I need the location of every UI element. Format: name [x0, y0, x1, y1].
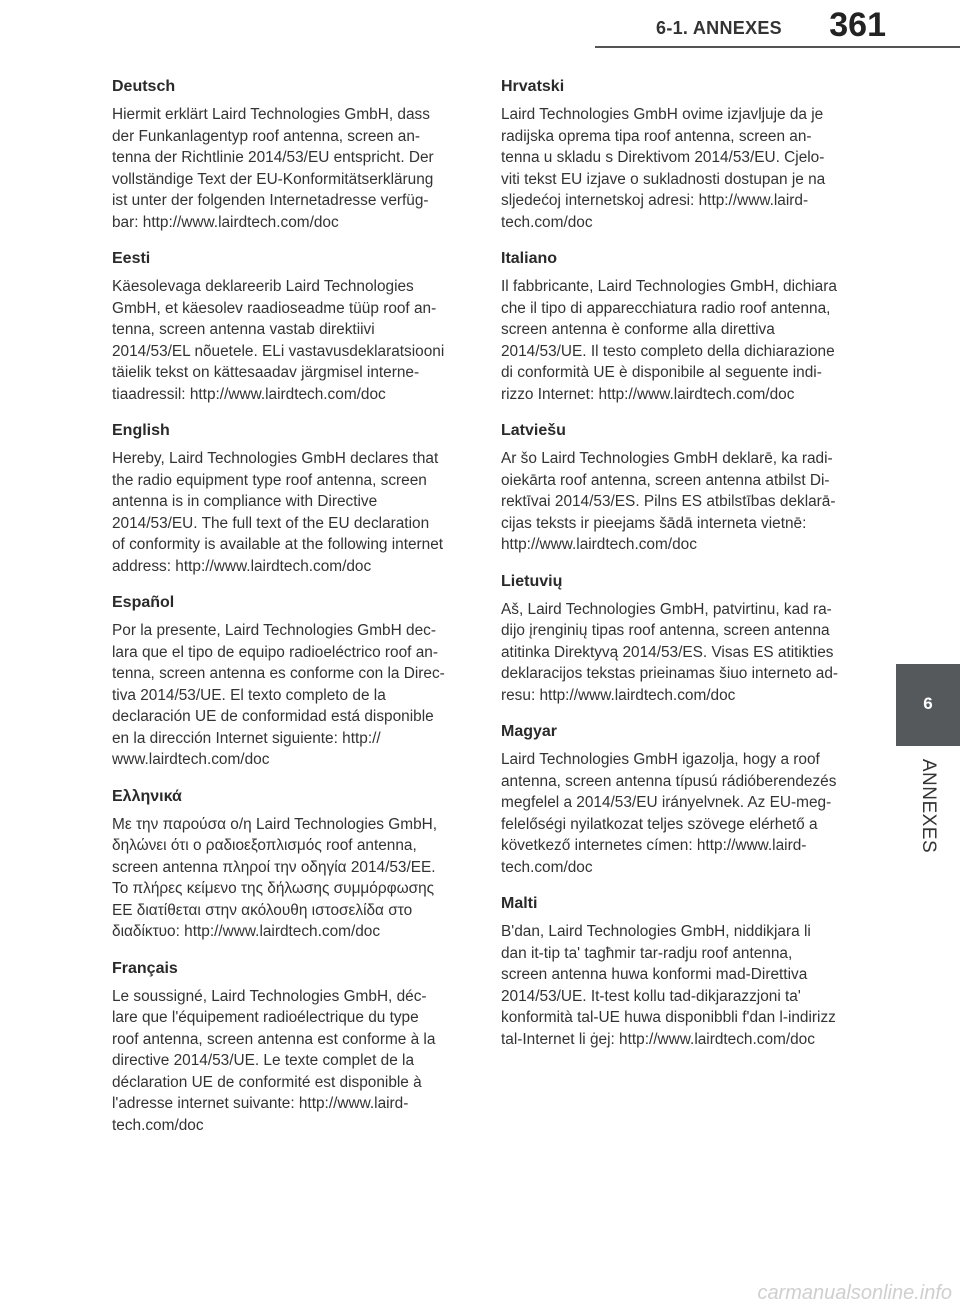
page-number: 361	[829, 6, 886, 44]
language-section-francais	[112, 958, 472, 1137]
section-heading: Malti	[501, 895, 538, 912]
section-title: 6-1. ANNEXES	[656, 18, 782, 38]
language-section-magyar	[501, 721, 861, 878]
section-heading: Italiano	[501, 250, 558, 267]
section-body: Laird Technologies GmbH ovime izjavljuje da je radijska oprema tipa roof antenna, screen an- tenna u skladu s Direktivom 2014/53/EU. Cjelo- viti tekst EU izjave o sukladnosti dostupan je na sljedećoj internetskoj adresi: http://www.laird- tech.com/doc	[501, 106, 826, 231]
section-heading: Ελληνικά	[112, 787, 182, 805]
header-rule	[595, 46, 960, 48]
section-body: Laird Technologies GmbH igazolja, hogy a roof antenna, screen antenna típusú rádióberendezés megfelel a 2014/53/EU irányelvnek. Az EU-meg- felelőségi nyilatkozat teljes szövege elérhető a következő internetes címen: http://www.laird- tech.com/doc	[501, 751, 837, 876]
section-body: Με την παρούσα ο/η Laird Technologies GmbH, δηλώνει ότι ο ραδιοεξοπλισμός roof antenna, screen antenna πληροί την οδηγία 2014/53/ΕΕ. Το πλήρες κείμενο της δήλωσης συμμόρφωσης ΕΕ διατίθεται στην ακόλουθη ιστοσελίδα στο διαδίκτυο: http://www.lairdtech.com/doc	[112, 815, 438, 940]
language-section-lietuviu	[501, 571, 861, 707]
language-section-hrvatski	[501, 76, 861, 233]
language-section-malti	[501, 893, 861, 1050]
left-column	[112, 76, 472, 1151]
section-body: Ar šo Laird Technologies GmbH deklarē, ka radi- oiekārta roof antenna, screen antenna atbilst Di- rektīvai 2014/53/ES. Pilns ES atbilstības deklarā- cijas teksts ir pieejams šādā interneta vietnē: http://www.lairdtech.com/doc	[501, 450, 836, 553]
language-section-greek	[112, 786, 472, 943]
chapter-label: ANNEXES	[918, 758, 939, 854]
language-section-eesti	[112, 248, 472, 405]
language-section-english	[112, 420, 472, 577]
section-body: Aš, Laird Technologies GmbH, patvirtinu, kad ra- dijo įrenginių tipas roof antenna, screen antenna atitinka Direktyvą 2014/53/ES. Visas ES atitikties deklaracijos tekstas prieinamas šiuo interneto ad- resu: http://www.lairdtech.com/doc	[501, 600, 839, 704]
right-column	[501, 76, 861, 1065]
watermark: carmanualsonline.info	[757, 1282, 952, 1304]
language-section-italiano	[501, 248, 861, 405]
chapter-number: 6	[923, 694, 933, 713]
section-body: Le soussigné, Laird Technologies GmbH, déc- lare que l'équipement radioélectrique du type roof antenna, screen antenna est conforme à la directive 2014/53/UE. Le texte complet de la déclaration UE de conformité est disponible à l'adresse internet suivante: http://www.laird- tech.com/doc	[112, 987, 436, 1134]
section-heading: Eesti	[112, 250, 151, 267]
section-body: Käesolevaga deklareerib Laird Technologies GmbH, et käesolev raadioseadme tüüp roof an- tenna, screen antenna vastab direktiivi 2014/53/EL nõuetele. ELi vastavusdeklaratsiooni täielik tekst on kättesaadav järgmisel interne- tiaadressil: http://www.lairdtech.com/doc	[112, 278, 445, 403]
section-heading: Magyar	[501, 723, 558, 740]
language-section-espanol	[112, 592, 472, 771]
chapter-tab	[896, 664, 960, 746]
page-header	[0, 0, 960, 52]
section-heading: Hrvatski	[501, 78, 565, 95]
section-body: Il fabbricante, Laird Technologies GmbH, dichiara che il tipo di apparecchiatura radio roof antenna, screen antenna è conforme alla direttiva 2014/53/UE. Il testo completo della dichiarazione di conformità UE è disponibile al seguente indi- rizzo Internet: http://www.lairdtech.com/doc	[501, 278, 837, 403]
section-heading: Lietuvių	[501, 572, 563, 590]
section-heading: Español	[112, 594, 175, 611]
section-body: Por la presente, Laird Technologies GmbH dec- lara que el tipo de equipo radioeléctrico roof an- tenna, screen antenna es conforme con la Direc- tiva 2014/53/UE. El texto completo de la declaración UE de conformidad está disponible en la dirección Internet siguiente: http:// www.lairdtech.com/doc	[112, 622, 445, 768]
language-section-latviesu	[501, 420, 861, 556]
section-heading: Français	[112, 959, 178, 977]
section-body: B'dan, Laird Technologies GmbH, niddikjara li dan it-tip ta' tagħmir tar-radju roof antenna, screen antenna huwa konformi mad-Direttiva 2014/53/UE. It-test kollu tad-dikjarazzjoni ta' konformità tal-UE huwa disponibbli f'dan l-indirizz tal-Internet li ġej: http://www.lairdtech.com/doc	[501, 923, 836, 1048]
section-heading: English	[112, 422, 170, 439]
language-section-deutsch	[112, 76, 472, 233]
section-body: Hereby, Laird Technologies GmbH declares that the radio equipment type roof antenna, screen antenna is in compliance with Directive 2014/53/EU. The full text of the EU declaration of conformity is available at the following internet address: http://www.lairdtech.com/doc	[112, 450, 444, 575]
section-body: Hiermit erklärt Laird Technologies GmbH, dass der Funkanlagentyp roof antenna, screen an- tenna der Richtlinie 2014/53/EU entspricht. Der vollständige Text der EU-Konformitätserklärung ist unter der folgenden Internetadresse verfüg- bar: http://www.lairdtech.com/doc	[112, 106, 434, 231]
section-heading: Deutsch	[112, 78, 176, 95]
section-heading: Latviešu	[501, 422, 566, 439]
